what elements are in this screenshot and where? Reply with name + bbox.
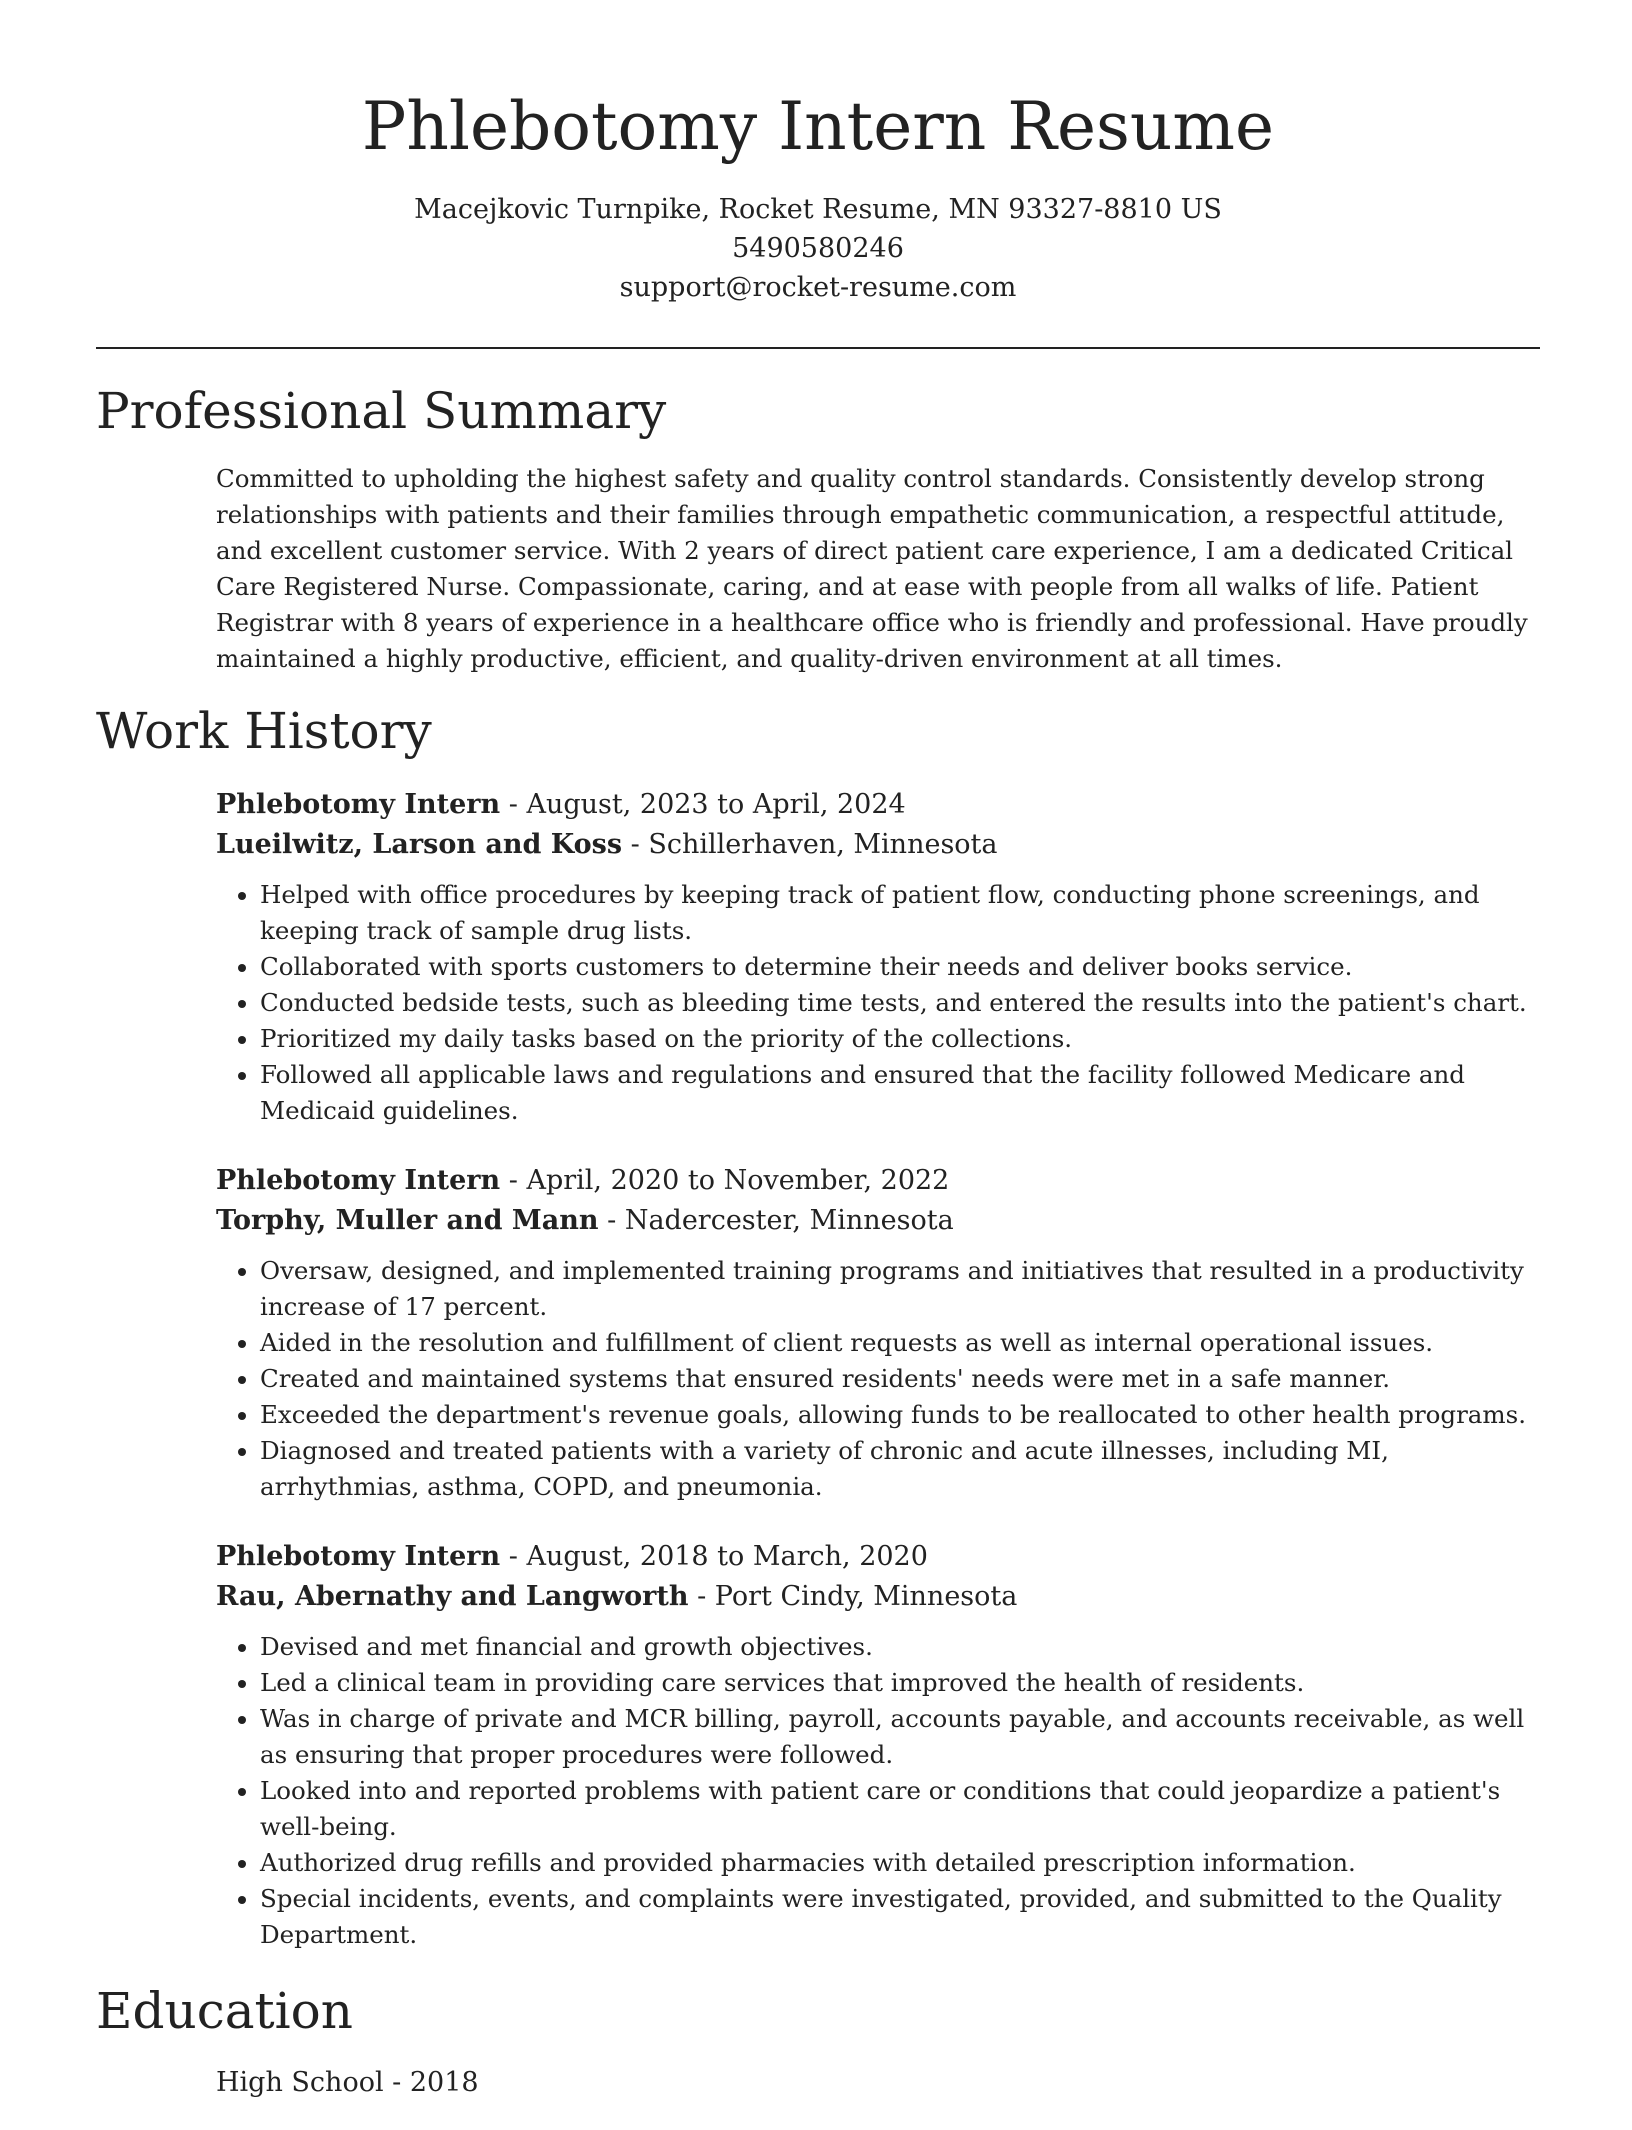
list-item: • Helped with office procedures by keeping track of patient flow, conducting phone screenings, and keeping track of sample drug lists. (260, 877, 1540, 949)
job-location: - Schillerhaven, Minnesota (622, 829, 998, 860)
resume-header (96, 0, 1540, 307)
address: Macejkovic Turnpike, Rocket Resume, MN 93327-8810 US (414, 194, 1222, 225)
list-item: • Oversaw, designed, and implemented training programs and initiatives that resulted in a productivity increase of 17 percent. (260, 1253, 1540, 1325)
job-title-line (216, 785, 1540, 825)
resume-title: Phlebotomy Intern Resume (361, 88, 1275, 165)
list-item: • Followed all applicable laws and regulations and ensured that the facility followed Medicare and Medicaid guidelines. (260, 1057, 1540, 1129)
job-bullets (216, 1253, 1540, 1505)
list-item: • Prioritized my daily tasks based on the priority of the collections. (260, 1021, 1540, 1057)
header-divider (96, 347, 1540, 349)
phone: 5490580246 (732, 233, 904, 264)
job-entry (216, 1537, 1540, 1953)
job-location: - Nadercester, Minnesota (598, 1205, 954, 1236)
job-entry (216, 1161, 1540, 1505)
summary-section (96, 379, 1540, 677)
education-year: - 2018 (383, 2067, 479, 2098)
job-title: Phlebotomy Intern (216, 1541, 501, 1572)
job-title: Phlebotomy Intern (216, 1165, 501, 1196)
job-title-line (216, 1537, 1540, 1577)
contact-info (96, 190, 1540, 307)
resume-page (96, 0, 1540, 2130)
list-item: • Exceeded the department's revenue goals, allowing funds to be reallocated to other health programs. (260, 1397, 1540, 1433)
summary-heading: Professional Summary (96, 382, 667, 440)
list-item: • Aided in the resolution and fulfillment of client requests as well as internal operational issues. (260, 1325, 1540, 1361)
company-name: Rau, Abernathy and Langworth (216, 1581, 689, 1612)
job-location: - Port Cindy, Minnesota (688, 1581, 1018, 1612)
email: support@rocket-resume.com (619, 272, 1017, 303)
company-name: Torphy, Muller and Mann (216, 1205, 599, 1236)
list-item: • Diagnosed and treated patients with a variety of chronic and acute illnesses, including MI, arrhythmias, asthma, COPD, and pneumonia. (260, 1433, 1540, 1505)
list-item: • Looked into and reported problems with patient care or conditions that could jeopardize a patient's well-being. (260, 1773, 1540, 1845)
education-entry (216, 2063, 1540, 2103)
education-degree: High School (216, 2067, 384, 2098)
job-title-line (216, 1161, 1540, 1201)
summary-text: Committed to upholding the highest safety and quality control standards. Consistently develop strong relationships with patients and their families through empathetic communication, a respectful attitude, and excellent customer service. With 2 years of direct patient care experience, I am a dedicated Critical Care Registered Nurse. Compassionate, caring, and at ease with people from all walks of life. Patient Registrar with 8 years of experience in a healthcare office who is friendly and professional. Have proudly maintained a highly productive, efficient, and quality-driven environment at all times. (216, 464, 1528, 673)
job-bullets (216, 877, 1540, 1129)
job-title: Phlebotomy Intern (216, 789, 501, 820)
company-name: Lueilwitz, Larson and Koss (216, 829, 623, 860)
job-company-line (216, 1577, 1540, 1617)
list-item: • Created and maintained systems that ensured residents' needs were met in a safe manner. (260, 1361, 1540, 1397)
list-item: • Was in charge of private and MCR billing, payroll, accounts payable, and accounts receivable, as well as ensuring that proper procedures were followed. (260, 1701, 1540, 1773)
work-history-section (96, 699, 1540, 1953)
education-heading: Education (96, 1982, 353, 2040)
list-item: • Authorized drug refills and provided pharmacies with detailed prescription information. (260, 1845, 1540, 1881)
list-item: • Special incidents, events, and complaints were investigated, provided, and submitted to the Quality Department. (260, 1881, 1540, 1953)
list-item: • Devised and met financial and growth objectives. (260, 1629, 1540, 1665)
job-dates: - August, 2023 to April, 2024 (500, 789, 906, 820)
list-item: • Collaborated with sports customers to determine their needs and deliver books service. (260, 949, 1540, 985)
work-history-heading: Work History (96, 702, 432, 760)
job-company-line (216, 825, 1540, 865)
list-item: • Conducted bedside tests, such as bleeding time tests, and entered the results into the patient's chart. (260, 985, 1540, 1021)
education-section (96, 1979, 1540, 2103)
job-dates: - August, 2018 to March, 2020 (500, 1541, 928, 1572)
list-item: • Led a clinical team in providing care services that improved the health of residents. (260, 1665, 1540, 1701)
job-company-line (216, 1201, 1540, 1241)
job-bullets (216, 1629, 1540, 1953)
job-dates: - April, 2020 to November, 2022 (500, 1165, 950, 1196)
job-entry (216, 785, 1540, 1129)
